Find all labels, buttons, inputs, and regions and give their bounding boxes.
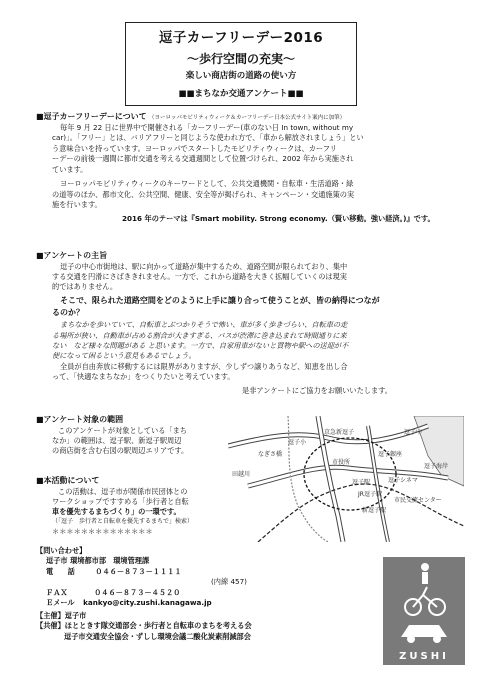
- email-label: Ｅメール: [46, 598, 75, 608]
- emphasis-line: るのか？: [52, 307, 84, 317]
- text-line: car)」。「フリー」とは、バリアフリーと同じような使われ方で、「車から解放されましょう」とい: [52, 133, 364, 143]
- cohost-line: 【共催】ほとときす隊交通部会・歩行者と自転車のまちを考える会: [36, 621, 252, 631]
- text-line: 的ではありません。: [52, 282, 118, 292]
- fax-number: ０４６－８７３－４５２０: [94, 587, 181, 597]
- map-label: 逗子中: [404, 429, 423, 436]
- map-label: 田越川: [232, 471, 251, 478]
- text-line: 逗子の中心市街地は、駅に向かって道路が集中するため、道路空間が限られており、集中: [60, 261, 348, 271]
- map-label: JR逗子駅: [358, 491, 382, 498]
- map-label: 逗子シネマ: [388, 477, 418, 484]
- text-line: （「逗子 歩行者と自転車を優先するまちで」検索）: [52, 517, 193, 525]
- text-line: って、「快適なまちなか」をつくりたいと考えています。: [52, 372, 235, 382]
- text-line: ヨーロッパモビリティウィークのキーワードとして、公共交通機関・自転車・生活道路・緑: [60, 179, 354, 189]
- fax-row: [46, 588, 381, 598]
- map-svg: [228, 416, 464, 542]
- text-line: このアンケートが対象としている「まち: [58, 425, 187, 435]
- map-label: 京急新逗子: [324, 429, 355, 436]
- tel-number: ０４６－８７３－１１１１: [95, 566, 182, 576]
- title-box: [125, 22, 357, 106]
- text-line: ています。: [52, 164, 88, 174]
- text-line: 車を優先するまちづくり」の一環です。: [52, 507, 181, 517]
- closing-line: 是非アンケートにご協力をお願いいたします。: [242, 385, 392, 395]
- text-line: 便になって困るという意見もあるでしょう。: [52, 351, 196, 361]
- map-label: 市役所: [332, 459, 351, 466]
- section-car-free-day: [36, 111, 460, 225]
- page-subtitle: ～歩行空間の充実～: [186, 51, 295, 66]
- survey-tag: ■■まちなか交通アンケート■■: [178, 89, 304, 100]
- theme-line: 2016 年のテーマは『Smart mobility. Strong economy.（賢い移動。強い経済。)』です。: [122, 214, 435, 224]
- area-map: [228, 416, 464, 542]
- text-line: する交通を円滑にさばききれません。一方で、これから道路を大きく拡幅していくのは現実: [52, 272, 347, 282]
- car-icon: [401, 625, 447, 637]
- zushi-logo: [383, 557, 465, 665]
- host-line: 【主催】逗子市: [36, 610, 87, 620]
- text-line: の道等のほか、都市文化、公共空間、健康、安全等が掲げられ、キャンペーン・交通施策の実: [52, 189, 355, 199]
- section-heading: ■本活動について: [36, 476, 100, 485]
- map-label: 新逗子駅: [362, 507, 387, 514]
- email-address[interactable]: kankyo@city.zushi.kanagawa.jp: [83, 598, 212, 608]
- text-line: ない など様々な問題がある と思います。一方で、自家用車がないと買物や駅への送迎が不: [52, 340, 349, 350]
- contact-block: [36, 546, 381, 642]
- section-heading: ■アンケートの主旨: [36, 251, 108, 260]
- section-activity: [36, 475, 231, 537]
- text-line: 全員が自由奔放に移動するには限界がありますが、少しずつ譲りあうなど、知恵を出し合: [60, 361, 348, 371]
- pedestrian-icon: [421, 563, 429, 571]
- section-scope: [36, 414, 231, 457]
- text-line: なか」の範囲は、逗子駅、新逗子駅周辺: [52, 436, 182, 446]
- text-line: る場所が狭い、自動車が占める割合が大きすぎる、バスが渋滞に巻き込まれて時間通りに来: [52, 330, 347, 340]
- tel-row: [46, 567, 381, 577]
- text-line: ワークショップですすめる「歩行者と自転: [52, 497, 189, 507]
- text-line: まちなかを歩いていて、自転車とぶつかりそうで怖い、車が多く歩きづらい、自転車の走: [60, 320, 348, 330]
- contact-org: 逗子市 環境都市部 環境管理課: [46, 556, 150, 566]
- page-title: 逗子カーフリーデー2016: [158, 30, 324, 46]
- text-line: ーデーの前後一週間に都市交通を考える交通週間として位置づけられ、2002 年から実施され: [52, 154, 354, 164]
- text-line: の商店街を含む右図の駅周辺エリアです。: [52, 446, 189, 456]
- text-line: う意味合いを持っています。ヨーロッパでスタートしたモビリティウィークは、カーフリ: [52, 143, 337, 153]
- email-row: [46, 598, 381, 608]
- tel-extension: (内線 457): [211, 577, 247, 587]
- map-label: なぎさ橋: [258, 451, 283, 458]
- page-subtitle-2: 楽しい商店街の道路の使い方: [185, 70, 297, 81]
- section-purpose: [36, 250, 460, 396]
- map-label: 逗子海岸: [424, 463, 449, 470]
- map-label: 市民交流センター: [394, 497, 442, 504]
- map-label: 逗子小: [288, 439, 307, 446]
- text-line: この活動は、逗子市が関係市民団体との: [58, 486, 188, 496]
- map-label: 逗子駅: [352, 479, 371, 486]
- fax-label: ＦＡＸ: [46, 587, 68, 597]
- text-line: 施を行います。: [52, 200, 102, 210]
- cohost-line-2: 逗子市交通安全協会・ずしし環境会議二酸化炭素削減部会: [64, 631, 251, 641]
- contact-heading: 【問い合わせ】: [36, 546, 87, 555]
- map-label: 逗子銀座: [378, 451, 403, 458]
- logo-graphic: [383, 557, 465, 665]
- separator-stars: ＊＊＊＊＊＊＊＊＊＊＊＊＊＊: [52, 526, 153, 536]
- logo-text: ZUSHI: [399, 651, 449, 662]
- text-line: 毎年 9 月 22 日に世界中で開催される「カーフリーデー(車のない日 In town, without my: [60, 122, 354, 132]
- section-heading: ■逗子カーフリーデーについて: [36, 112, 147, 121]
- section-heading: ■アンケート対象の範囲: [36, 415, 124, 424]
- emphasis-line: そこで、限られた道路空間をどのように上手に譲り合って使うことが、皆の納得につなが: [60, 295, 380, 305]
- section-heading-note: （ヨーロッパモビリティウィーク＆カーフリーデー日本公式サイト案内に加筆）: [148, 115, 346, 121]
- tel-label: 電 話: [46, 566, 75, 576]
